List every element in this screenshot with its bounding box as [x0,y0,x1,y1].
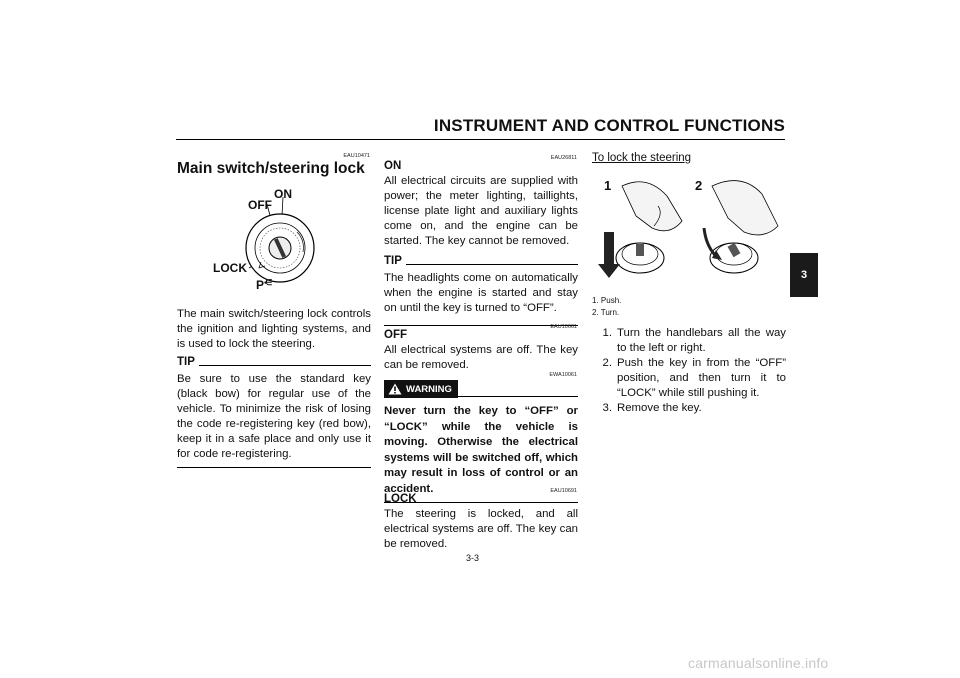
caption-item [592,307,786,319]
lock-code: EAU10691 [550,488,577,494]
off-text: All electrical systems are off. The key can be removed. [384,344,578,371]
on-text: All electrical circuits are supplied with power; the meter lighting, taillights, license plate light and auxiliary lights come on, and the engine can be started. The key cannot be removed. [384,175,578,247]
steering-title: To lock the steering [592,152,692,164]
caption-text: Push. [600,296,622,305]
label-off: OFF [248,198,272,212]
lock-section [384,492,578,552]
warning-header [384,380,578,398]
label-p-text: P [256,278,265,292]
caption-text: Turn. [600,308,620,317]
list-item [592,326,786,356]
list-item [592,401,786,416]
steering-lock-figure [592,166,786,292]
off-section [384,328,578,373]
warning-code: EWA10061 [549,372,577,378]
warning-rule [458,396,578,397]
step-number: 3. [602,402,612,414]
figure-label-1: 1 [604,178,612,193]
page-number: 3-3 [466,553,480,563]
warning-badge [384,380,458,398]
step-text: Turn the handlebars all the way to the left or right. [617,327,786,354]
warning-text: Never turn the key to “OFF” or “LOCK” while the vehicle is moving. Otherwise the electrical systems will be switched off, which may result in loss of control or an accident. [384,405,578,495]
warning-triangle-icon [388,383,402,395]
lock-text: The steering is locked, and all electrical systems are off. The key can be removed. [384,508,578,550]
step-number: 1. [602,327,612,339]
label-p [256,278,272,292]
tip-end-rule [177,467,371,468]
section-code: EAU10471 [343,153,370,159]
step-number: 2. [602,357,612,369]
caption-num: 2. [592,308,599,317]
push-turn-illustration [592,166,786,292]
lock-heading: LOCK [384,493,417,505]
tip-text: Be sure to use the standard key (black bow) for regular use of the vehicle. To minimize the risk of losing the code re-registering key (red bow), keep it in a safe place and only use it for code re-registering. [177,373,371,460]
tip-label: TIP [177,356,195,368]
header-rule [176,139,785,140]
intro-paragraph: The main switch/steering lock controls the ignition and lighting systems, and is used to lock the steering. [177,308,371,350]
step-text: Remove the key. [617,402,702,414]
hazard-symbol-icon: ⋲ [264,278,273,287]
off-heading: OFF [384,329,407,341]
chapter-tab[interactable]: 3 [790,253,818,297]
on-tip-label: TIP [384,255,402,267]
section-heading: Main switch/steering lock [177,160,365,177]
off-code: EAU10661 [550,324,577,330]
figure-captions [592,295,786,319]
warning-label: WARNING [406,383,452,395]
on-section [384,159,578,326]
tip-header [177,355,371,370]
watermark[interactable]: carmanualsonline.info [688,655,829,671]
page-header-title: INSTRUMENT AND CONTROL FUNCTIONS [433,116,785,135]
caption-item [592,295,786,307]
tip-rule [199,365,371,366]
tip-block [177,355,371,468]
figure-label-2: 2 [695,178,703,193]
turn-arrow-icon [704,228,716,256]
on-tip-rule [406,264,578,265]
label-on: ON [274,187,292,201]
on-heading: ON [384,160,402,172]
steps-list [592,326,786,416]
on-tip-text: The headlights come on automatically when the engine is started and stay on until the key is turned to “OFF”. [384,272,578,314]
on-code: EAU26811 [550,155,577,161]
on-tip-header [384,254,578,269]
list-item [592,356,786,401]
step-text: Push the key in from the “OFF” position, and then turn it to “LOCK” while still pushing it. [617,357,786,399]
label-lock: LOCK [213,261,247,275]
caption-num: 1. [592,296,599,305]
warning-section [384,380,578,503]
